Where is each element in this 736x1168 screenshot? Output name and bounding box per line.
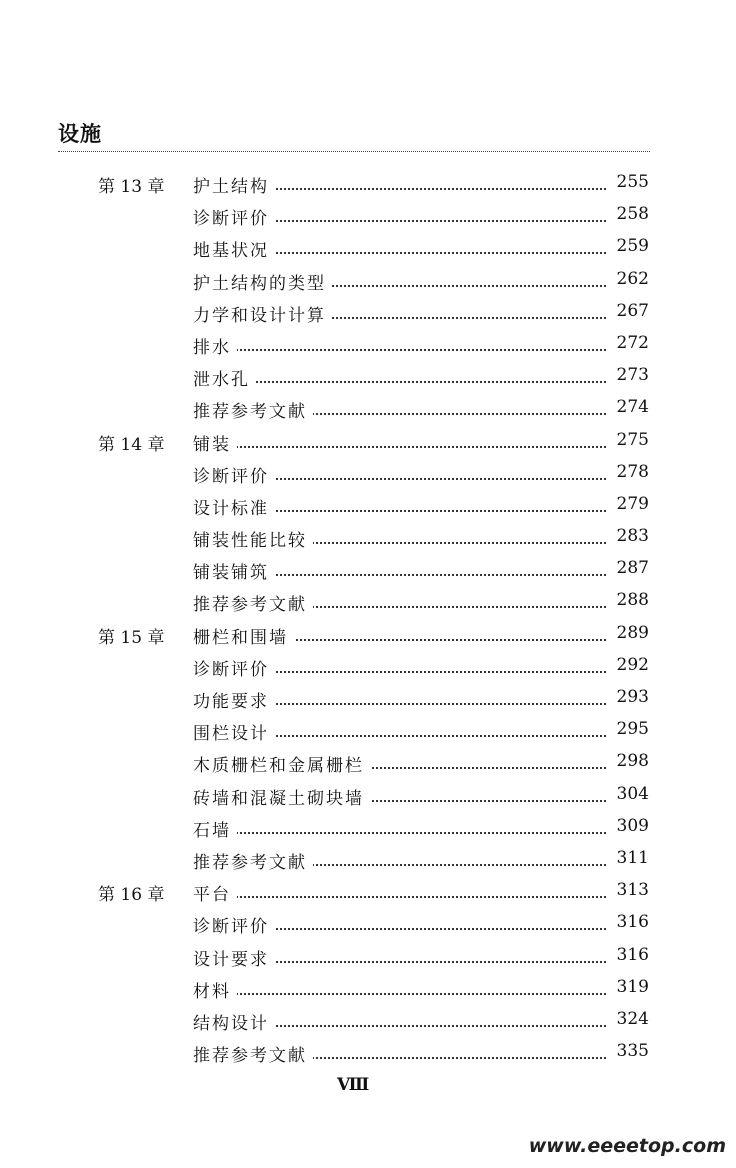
- toc-entry[interactable]: [0, 361, 736, 393]
- toc-entry-title: 石墙: [193, 816, 237, 841]
- toc-page-number: 272: [611, 333, 649, 353]
- toc-entry[interactable]: [0, 1005, 736, 1037]
- toc-chapter-number: 第 15 章: [98, 627, 165, 648]
- toc-page-number: 313: [611, 880, 649, 900]
- toc-entry-title: 设计标准: [193, 494, 275, 519]
- toc-page-number: 267: [611, 301, 649, 321]
- toc-entry-title: 泄水孔: [193, 365, 256, 390]
- toc-entry[interactable]: [0, 780, 736, 812]
- toc-entry[interactable]: [0, 683, 736, 715]
- site-watermark: www.eeeetop.com: [528, 1135, 726, 1157]
- toc-entry[interactable]: [0, 329, 736, 361]
- toc-entry[interactable]: [0, 168, 736, 200]
- toc-dot-leader: [200, 896, 606, 898]
- toc-entry-title: 砖墙和混凝土砌块墙: [193, 784, 370, 809]
- toc-entry-title: 诊断评价: [193, 462, 275, 487]
- toc-entry[interactable]: [0, 522, 736, 554]
- toc-entry[interactable]: [0, 297, 736, 329]
- toc-page-number: 258: [611, 204, 649, 224]
- toc-entry-title: 力学和设计计算: [193, 301, 332, 326]
- toc-entry[interactable]: [0, 458, 736, 490]
- toc-entry[interactable]: [0, 1037, 736, 1069]
- toc-page-number: 295: [611, 719, 649, 739]
- toc-entry-title: 推荐参考文献: [193, 590, 313, 615]
- toc-entry-title: 平台: [193, 880, 237, 905]
- toc-page-number: 298: [611, 751, 649, 771]
- toc-page-number: 319: [611, 977, 649, 997]
- toc-entry[interactable]: [0, 490, 736, 522]
- toc-entry[interactable]: [0, 265, 736, 297]
- toc-entry[interactable]: [0, 941, 736, 973]
- toc-page-number: 287: [611, 558, 649, 578]
- toc-page-number: 335: [611, 1041, 649, 1061]
- toc-entry-title: 护土结构: [193, 172, 275, 197]
- toc-chapter-number: 第 16 章: [98, 885, 165, 906]
- toc-entry-title: 排水: [193, 333, 237, 358]
- toc-page-number: 316: [611, 912, 649, 932]
- toc-entry-title: 推荐参考文献: [193, 848, 313, 873]
- toc-entry-title: 铺装铺筑: [193, 558, 275, 583]
- toc-page-number: 259: [611, 236, 649, 256]
- toc-page-number: 288: [611, 590, 649, 610]
- toc-entry-title: 地基状况: [193, 236, 275, 261]
- toc-page-number: 289: [611, 623, 649, 643]
- toc-entry-title: 护土结构的类型: [193, 269, 332, 294]
- toc-entry-title: 设计要求: [193, 945, 275, 970]
- toc-dot-leader: [200, 832, 606, 834]
- toc-entry[interactable]: [0, 232, 736, 264]
- toc-entry-title: 推荐参考文献: [193, 397, 313, 422]
- toc-page-number: 293: [611, 687, 649, 707]
- toc-entry[interactable]: [0, 393, 736, 425]
- toc-entry[interactable]: [0, 554, 736, 586]
- toc-dot-leader: [200, 446, 606, 448]
- toc-entry-title: 材料: [193, 977, 237, 1002]
- toc-entry[interactable]: [0, 619, 736, 651]
- toc-entry[interactable]: [0, 973, 736, 1005]
- toc-entry[interactable]: [0, 651, 736, 683]
- toc-entry-title: 铺装: [193, 430, 237, 455]
- toc-entry-title: 围栏设计: [193, 719, 275, 744]
- toc-entry[interactable]: [0, 426, 736, 458]
- toc-page-number: 316: [611, 945, 649, 965]
- toc-entry-title: 诊断评价: [193, 912, 275, 937]
- toc-entry-title: 诊断评价: [193, 204, 275, 229]
- table-of-contents: [0, 168, 736, 1069]
- toc-entry[interactable]: [0, 844, 736, 876]
- toc-page-number: 262: [611, 269, 649, 289]
- toc-page-number: 279: [611, 494, 649, 514]
- section-title: 设施: [58, 122, 102, 146]
- toc-entry-title: 栅栏和围墙: [193, 623, 294, 648]
- toc-entry-title: 木质栅栏和金属栅栏: [193, 751, 370, 776]
- toc-page-number: 283: [611, 526, 649, 546]
- toc-page-number: 273: [611, 365, 649, 385]
- toc-entry-title: 诊断评价: [193, 655, 275, 680]
- toc-entry[interactable]: [0, 876, 736, 908]
- toc-page-number: 255: [611, 172, 649, 192]
- toc-entry[interactable]: [0, 715, 736, 747]
- toc-page-number: 274: [611, 397, 649, 417]
- page-folio: Ⅷ: [337, 1075, 369, 1095]
- toc-dot-leader: [200, 381, 606, 383]
- toc-dot-leader: [200, 993, 606, 995]
- toc-entry[interactable]: [0, 908, 736, 940]
- toc-page-number: 275: [611, 430, 649, 450]
- toc-entry[interactable]: [0, 200, 736, 232]
- toc-page-number: 304: [611, 784, 649, 804]
- toc-entry[interactable]: [0, 812, 736, 844]
- toc-entry[interactable]: [0, 747, 736, 779]
- section-divider: [58, 151, 650, 152]
- toc-page-number: 278: [611, 462, 649, 482]
- toc-entry-title: 铺装性能比较: [193, 526, 313, 551]
- toc-entry[interactable]: [0, 586, 736, 618]
- toc-page-number: 324: [611, 1009, 649, 1029]
- toc-chapter-number: 第 13 章: [98, 177, 165, 197]
- toc-page-number: 311: [611, 848, 649, 868]
- toc-entry-title: 结构设计: [193, 1009, 275, 1034]
- toc-chapter-number: 第 14 章: [98, 434, 165, 455]
- toc-entry-title: 功能要求: [193, 687, 275, 712]
- toc-entry-title: 推荐参考文献: [193, 1041, 313, 1066]
- toc-page-number: 292: [611, 655, 649, 675]
- toc-page-number: 309: [611, 816, 649, 836]
- toc-dot-leader: [200, 349, 606, 351]
